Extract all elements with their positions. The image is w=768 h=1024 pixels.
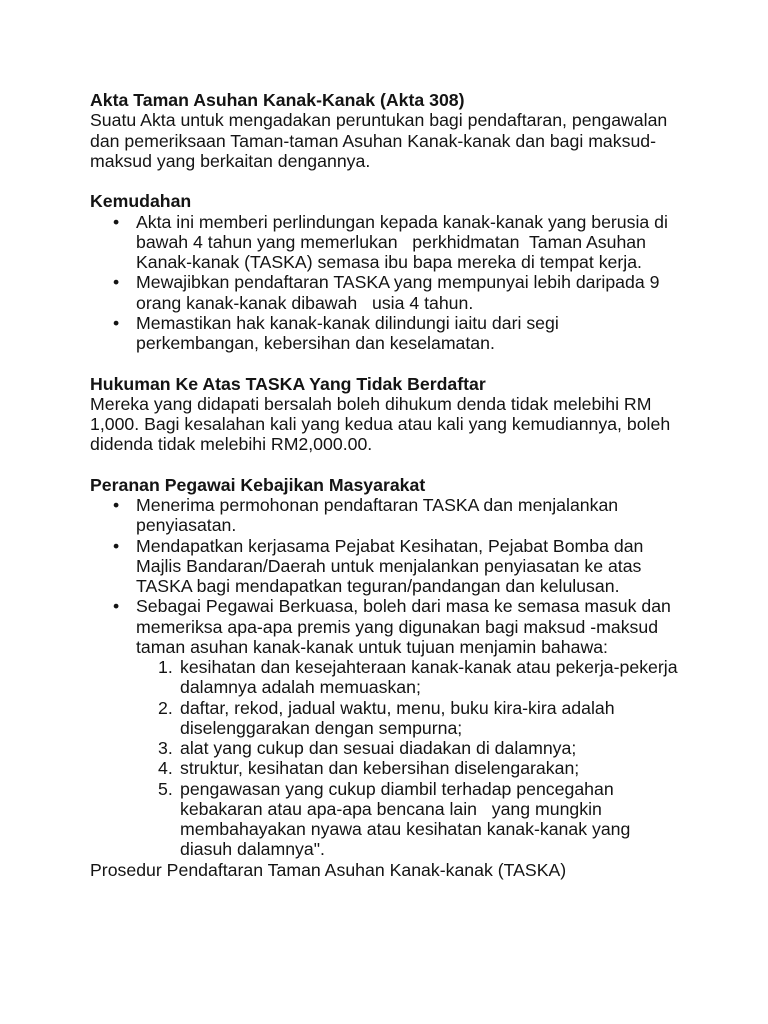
paragraph-spacer bbox=[90, 353, 750, 373]
bullet-marker: • bbox=[113, 535, 120, 556]
numbered-item bbox=[136, 657, 750, 698]
paragraph-spacer bbox=[90, 455, 750, 475]
bullet-line: Mendapatkan kerjasama Pejabat Kesihatan, Pejabat Bomba dan bbox=[136, 535, 644, 556]
numbered-item bbox=[136, 738, 750, 758]
bullet-line: Kanak-kanak (TASKA) semasa ibu bapa mereka di tempat kerja. bbox=[136, 252, 642, 272]
kemudahan-bullet-item bbox=[90, 272, 750, 313]
numbered-marker: 1. bbox=[158, 657, 173, 677]
bullet-marker: • bbox=[113, 495, 120, 515]
peranan-bullet-item bbox=[90, 536, 750, 597]
numbered-item bbox=[136, 698, 750, 739]
numbered-line: struktur, kesihatan dan kebersihan diselengarakan; bbox=[180, 758, 580, 779]
bullet-line: bawah 4 tahun yang memerlukan perkhidmatan Taman Asuhan bbox=[136, 231, 646, 252]
kemudahan-bullet-item bbox=[90, 212, 750, 273]
numbered-line: pengawasan yang cukup diambil terhadap pencegahan bbox=[180, 778, 614, 799]
bullet-marker: • bbox=[113, 596, 120, 617]
numbered-marker: 4. bbox=[158, 758, 173, 779]
bullet-line: Menerima permohonan pendaftaran TASKA dan menjalankan bbox=[136, 495, 619, 515]
kemudahan-bullet-item bbox=[90, 313, 750, 354]
numbered-item bbox=[136, 779, 750, 860]
section-heading-hukuman: Hukuman Ke Atas TASKA Yang Tidak Berdaftar bbox=[90, 373, 486, 394]
numbered-line: dalamnya adalah memuaskan; bbox=[180, 677, 421, 698]
numbered-marker: 5. bbox=[158, 778, 173, 799]
document-title: Akta Taman Asuhan Kanak-Kanak (Akta 308) bbox=[90, 90, 465, 110]
section-heading-peranan: Peranan Pegawai Kebajikan Masyarakat bbox=[90, 474, 426, 495]
bullet-line: taman asuhan kanak-kanak untuk tujuan menjamin bahawa: bbox=[136, 636, 608, 657]
bullet-line: perkembangan, kebersihan dan keselamatan. bbox=[136, 333, 495, 353]
peranan-bullet-item bbox=[90, 596, 750, 859]
bullet-marker: • bbox=[113, 211, 120, 232]
numbered-line: kesihatan dan kesejahteraan kanak-kanak atau pekerja-pekerja bbox=[180, 657, 678, 677]
bullet-line: penyiasatan. bbox=[136, 515, 237, 536]
intro-line: Suatu Akta untuk mengadakan peruntukan bagi pendaftaran, pengawalan bbox=[90, 110, 668, 131]
paragraph-spacer bbox=[90, 171, 750, 191]
numbered-line: diasuh dalamnya". bbox=[180, 839, 325, 860]
hukuman-line: Mereka yang didapati bersalah boleh dihukum denda tidak melebihi RM bbox=[90, 393, 652, 414]
bullet-line: Akta ini memberi perlindungan kepada kanak-kanak yang berusia di bbox=[136, 211, 668, 232]
bullet-line: TASKA bagi mendapatkan teguran/pandangan dan kelulusan. bbox=[136, 576, 620, 596]
numbered-line: kebakaran atau apa-apa bencana lain yang mungkin bbox=[180, 798, 602, 819]
hukuman-line: didenda tidak melebihi RM2,000.00. bbox=[90, 434, 373, 455]
bullet-line: orang kanak-kanak dibawah usia 4 tahun. bbox=[136, 292, 474, 313]
numbered-marker: 2. bbox=[158, 697, 173, 718]
hukuman-line: 1,000. Bagi kesalahan kali yang kedua atau kali yang kemudiannya, boleh bbox=[90, 414, 671, 434]
numbered-line: daftar, rekod, jadual waktu, menu, buku kira-kira adalah bbox=[180, 697, 615, 718]
bullet-line: Memastikan hak kanak-kanak dilindungi iaitu dari segi bbox=[136, 312, 559, 333]
prosedur-line: Prosedur Pendaftaran Taman Asuhan Kanak-kanak (TASKA) bbox=[90, 859, 567, 880]
bullet-marker: • bbox=[113, 312, 120, 333]
numbered-marker: 3. bbox=[158, 738, 173, 758]
numbered-item bbox=[136, 758, 750, 778]
bullet-marker: • bbox=[113, 272, 120, 293]
document-page bbox=[90, 90, 750, 880]
bullet-line: Sebagai Pegawai Berkuasa, boleh dari masa ke semasa masuk dan bbox=[136, 596, 671, 617]
numbered-line: alat yang cukup dan sesuai diadakan di dalamnya; bbox=[180, 738, 577, 758]
bullet-line: Mewajibkan pendaftaran TASKA yang mempunyai lebih daripada 9 bbox=[136, 272, 660, 293]
bullet-line: Majlis Bandaran/Daerah untuk menjalankan penyiasatan ke atas bbox=[136, 555, 642, 576]
section-heading-kemudahan: Kemudahan bbox=[90, 191, 192, 212]
numbered-line: membahayakan nyawa atau kesihatan kanak-kanak yang bbox=[180, 819, 631, 839]
bullet-line: memeriksa apa-apa premis yang digunakan bagi maksud -maksud bbox=[136, 616, 659, 637]
intro-line: dan pemeriksaan Taman-taman Asuhan Kanak-kanak dan bagi maksud- bbox=[90, 130, 657, 151]
intro-line: maksud yang berkaitan dengannya. bbox=[90, 150, 371, 171]
numbered-line: diselenggarakan dengan sempurna; bbox=[180, 717, 463, 738]
peranan-bullet-item bbox=[90, 495, 750, 536]
